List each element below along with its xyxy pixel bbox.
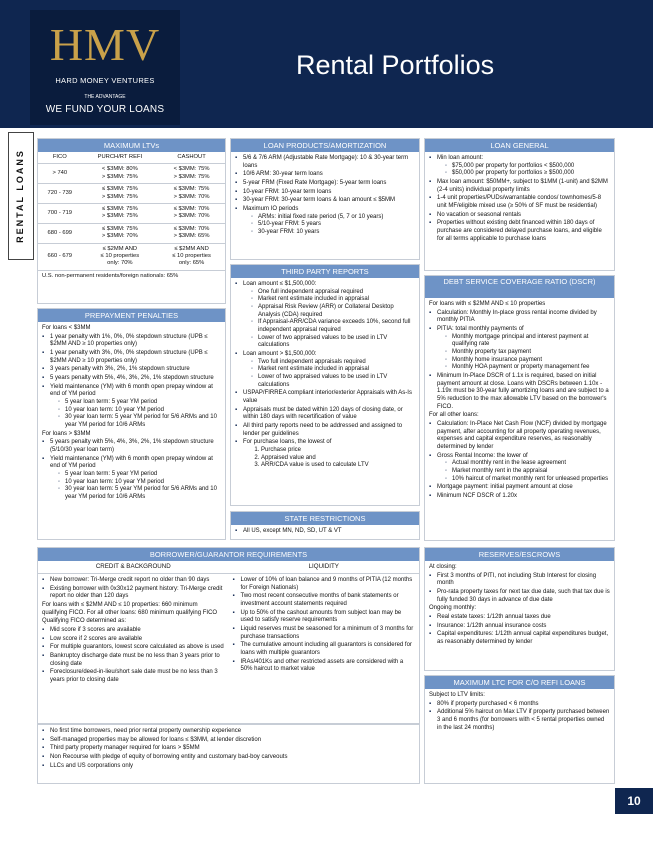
- third-party-section: [230, 264, 420, 506]
- list-item: ▪ Lower of 10% of loan balance and 9 months of PITIA (12 months for Foreign Nationals): [233, 577, 416, 592]
- numbered-item: 1. Purchase price: [261, 447, 415, 455]
- reserves-section: [424, 547, 615, 671]
- list-item: ▪ 1-4 unit properties/PUDs/warrantable condos/ townhomes/5-8 unit MF/eligible mixed use (≥ 50% of SF must be residential): [429, 195, 610, 210]
- sub-item: ◦ Monthly HOA payment or property management fee: [445, 364, 610, 372]
- borrower-general-list: [37, 724, 420, 784]
- numbered-item: 2. Appraised value and: [261, 455, 415, 463]
- logo-tagline: THE ADVANTAGE: [84, 94, 126, 100]
- section-heading: THIRD PARTY REPORTS: [231, 265, 419, 278]
- list-item: ▪ No vacation or seasonal rentals: [429, 212, 610, 220]
- list-item: ▪ Minimum NCF DSCR of 1.20x: [429, 493, 610, 501]
- list-item: ▪ Mortgage payment: initial payment amount at close: [429, 484, 610, 492]
- list-item: ▪ 5-year FRM (Fixed Rate Mortgage): 5-year term loans: [235, 180, 415, 188]
- cashout-cell: ≤ $3MM: 70% > $3MM: 65%: [158, 223, 225, 243]
- list-item: ▪ Two most recent consecutive months of bank statements or investment account statements required: [233, 593, 416, 608]
- borrower-subheads: [38, 561, 419, 574]
- list-item: ▪ LLCs and US corporations only: [42, 763, 415, 771]
- sub-item: ◦ 30 year loan term: 5 year YM period for 5/6 ARMs and 10 year YM period for 10/6 ARMs: [58, 414, 221, 429]
- section-heading: MAXIMUM LTVs: [38, 139, 225, 152]
- sub-item: ◦ 5 year loan term: 5 year YM period: [58, 399, 221, 407]
- page-title: Rental Portfolios: [296, 50, 495, 80]
- section-heading: RESERVES/ESCROWS: [425, 548, 614, 561]
- list-item: ▪ First 3 months of PITI, not including Stub Interest for closing month: [429, 573, 610, 588]
- logo-company-name: HARD MONEY VENTURES: [55, 76, 155, 85]
- page-header: [0, 0, 653, 128]
- fico-determination: Qualifying FICO determined as:: [42, 618, 127, 625]
- dscr-intro: For loans with ≤ $2MM AND ≤ 10 properties: [429, 301, 546, 307]
- list-item: ▪ 10-year FRM: 10-year term loans: [235, 189, 415, 197]
- list-item: ▪ Properties without existing debt financed within 180 days of purchase are considered delayed purchase loans, and eligible for all terms applicable to purchase loans: [429, 220, 610, 243]
- credit-column: [38, 574, 229, 689]
- company-logo: [30, 10, 180, 125]
- list-item: ▪ Appraisals must be dated within 120 days of closing date, or within 180 days with recertification of value: [235, 407, 415, 422]
- list-item: ▪ Bankruptcy discharge date must be no less than 3 years prior to closing date: [42, 653, 225, 668]
- list-item: ▪ 3 years penalty with 3%, 2%, 1% stepdown structure: [42, 366, 221, 374]
- sub-item: ◦ 5/10-year FRM: 5 years: [251, 221, 415, 229]
- list-item: ▪ Yield maintenance (YM) with 6 month open prepay window at end of YM period ◦ 5 year loan term: 5 year YM period ◦ 10 year loan term: 10 year YM period ◦ 30 year loan term: 5 year YM period for 5/6 ARMs and 10 year YM period for 10/6 ARMs: [42, 384, 221, 430]
- column-header: CREDIT & BACKGROUND: [95, 563, 171, 570]
- section-heading: STATE RESTRICTIONS: [231, 512, 419, 525]
- list-item: ▪ For purchase loans, the lowest of 1. Purchase price 2. Appraised value and 3. ARR/CDA value is used to calculate LTV: [235, 439, 415, 470]
- list-item: ▪ Self-managed properties may be allowed for loans ≤ $3MM, at lender discretion: [42, 737, 415, 745]
- list-item: ▪ USPAP/FIRREA compliant interior/exterior Appraisals with As-Is value: [235, 390, 415, 405]
- logo-wordmark: HMV: [49, 19, 161, 70]
- fico-cell: 720 - 739: [38, 184, 82, 204]
- sub-item: ◦ ARMs: initial fixed rate period (5, 7 or 10 years): [251, 214, 415, 222]
- fico-requirement: For loans with ≤ $2MM AND ≤ 10 properties: 660 minimum qualifying FICO. For all other loans: 680 minimum qualifying FICO: [42, 601, 218, 616]
- fico-cell: 660 - 679: [38, 243, 82, 270]
- list-item: ▪ All third party reports need to be addressed and assigned to lender per guidelines: [235, 423, 415, 438]
- sub-item: ◦ 5 year loan term: 5 year YM period: [58, 471, 221, 479]
- list-item: ▪ Mid score if 3 scores are available: [42, 627, 225, 635]
- sub-item: ◦ If Appraisal-ARR/CDA variance exceeds 10%, second full independent appraisal required: [251, 319, 415, 334]
- list-item: ▪ Capital expenditures: 1/12th annual capital expenditures budget, as reasonably determined by lender: [429, 631, 610, 646]
- ltc-intro: Subject to LTV limits:: [429, 692, 485, 698]
- sub-item: ◦ Appraisal Risk Review (ARR) or Collateral Desktop Analysis (CDA) required: [251, 304, 415, 319]
- list-item: ▪ 5 years penalty with 5%, 4%, 3%, 2%, 1% stepdown structure (5/10/30 year loan term): [42, 439, 221, 454]
- list-item: ▪ Existing borrower with 0x30x12 payment history: Tri-Merge credit report no older than 120 days: [42, 586, 225, 601]
- table-row: [38, 243, 225, 270]
- section-heading: MAXIMUM LTC FOR C/O REFI LOANS: [425, 676, 614, 689]
- page-number: 10: [615, 788, 653, 814]
- list-item: ▪ For multiple guarantors, lowest score calculated as above is used: [42, 644, 225, 652]
- sub-item: ◦ 30-year FRM: 10 years: [251, 229, 415, 237]
- list-item: ▪ Min loan amount: ◦ $75,000 per property for portfolios < $500,000 ◦ $50,000 per property for portfolios ≥ $500,000: [429, 155, 610, 178]
- cashout-cell: ≤ $2MM AND ≤ 10 properties only: 65%: [158, 243, 225, 270]
- purch-cell: ≤ $3MM: 75% > $3MM: 75%: [82, 204, 159, 224]
- fico-cell: > 740: [38, 164, 82, 184]
- sub-item: ◦ Lower of two appraised values to be used in LTV calculations: [251, 335, 415, 350]
- list-item: ▪ Loan amount ≤ $1,500,000: ◦ One full independent appraisal required ◦ Market rent estimate included in appraisal ◦ Appraisal Risk Review (ARR) or Collateral Desktop Analysis (CDA) required ◦ If Appraisal-ARR/CDA variance exceeds 10%, second full independent appraisal required ◦ Lower of two appraised values to be used in LTV calculations: [235, 281, 415, 350]
- loan-products-section: [230, 138, 420, 260]
- sub-item: ◦ Market rent estimate included in appraisal: [251, 366, 415, 374]
- sub-item: ◦ Market monthly rent in the appraisal: [445, 468, 610, 476]
- list-item: ▪ The cumulative amount including all guarantors is considered for loans with multiple guarantors: [233, 642, 416, 657]
- list-item: ▪ Low score if 2 scores are available: [42, 636, 225, 644]
- column-header: FICO: [38, 152, 82, 164]
- sub-item: ◦ Two full independent appraisals required: [251, 359, 415, 367]
- state-restrictions-section: [230, 511, 420, 540]
- section-heading: LOAN GENERAL: [425, 139, 614, 152]
- list-item: ▪ 80% if property purchased < 6 months: [429, 701, 610, 709]
- list-item: ▪ 1 year penalty with 1%, 0%, 0% stepdown structure (UPB ≤ $2MM AND ≥ 10 properties only): [42, 334, 221, 349]
- prepay-intro: For loans > $3MM: [42, 430, 91, 437]
- list-item: ▪ Additional 5% haircut on Max LTV if property purchased between 3 and 6 months (for borrowers with < 5 rental properties owned in the last 24 months): [429, 709, 610, 732]
- logo-slogan: WE FUND YOUR LOANS: [45, 104, 165, 115]
- dscr-section: [424, 275, 615, 541]
- side-tab: [8, 132, 34, 260]
- list-item: ▪ Calculation: In-Place Net Cash Flow (NCF) divided by mortgage payment, after accounting for all property operating revenues, expenses and capital expenditure reserves, as reasonably determined by lender: [429, 421, 610, 452]
- list-item: ▪ 10/6 ARM: 30-year term loans: [235, 171, 415, 179]
- cashout-cell: ≤ $3MM: 70% > $3MM: 70%: [158, 204, 225, 224]
- list-item: ▪ Loan amount > $1,500,000: ◦ Two full independent appraisals required ◦ Market rent estimate included in appraisal ◦ Lower of two appraised values to be used in LTV calculations: [235, 351, 415, 389]
- ltv-table: [38, 152, 225, 271]
- purch-cell: ≤ $3MM: 75% > $3MM: 70%: [82, 223, 159, 243]
- section-heading: DEBT SERVICE COVERAGE RATIO (DSCR): [425, 276, 614, 298]
- liquidity-column: [229, 574, 420, 689]
- table-row: [38, 223, 225, 243]
- list-item: ▪ 5 years penalty with 5%, 4%, 3%, 2%, 1% stepdown structure: [42, 375, 221, 383]
- max-ltvs-section: [37, 138, 226, 304]
- list-item: ▪ Non Recourse with pledge of equity of borrowing entity and customary bad-boy carveouts: [42, 754, 415, 762]
- list-item: ▪ PITIA: total monthly payments of ◦ Monthly mortgage principal and interest payment at qualifying rate ◦ Monthly property tax payment ◦ Monthly home insurance payment ◦ Monthly HOA payment or property management fee: [429, 326, 610, 372]
- sub-item: ◦ 10 year loan term: 10 year YM period: [58, 479, 221, 487]
- list-item: ▪ Insurance: 1/12th annual insurance costs: [429, 623, 610, 631]
- section-heading: BORROWER/GUARANTOR REQUIREMENTS: [38, 548, 419, 561]
- sub-item: ◦ 30 year loan term: 5 year YM period for 5/6 ARMs and 10 year YM period for 10/6 ARMs: [58, 486, 221, 501]
- column-header: CASHOUT: [158, 152, 225, 164]
- sub-item: ◦ One full independent appraisal required: [251, 289, 415, 297]
- sub-item: ◦ Monthly mortgage principal and interest payment at qualifying rate: [445, 334, 610, 349]
- sub-item: ◦ $50,000 per property for portfolios ≥ $500,000: [445, 170, 610, 178]
- list-item: ▪ All US, except MN, ND, SD, UT & VT: [235, 528, 415, 536]
- borrower-section: [37, 547, 420, 724]
- table-row: [38, 184, 225, 204]
- purch-cell: ≤ $3MM: 75% > $3MM: 75%: [82, 184, 159, 204]
- list-item: ▪ Liquid reserves must be seasoned for a minimum of 3 months for purchase transactions: [233, 626, 416, 641]
- max-ltc-section: [424, 675, 615, 784]
- sub-item: ◦ Monthly home insurance payment: [445, 357, 610, 365]
- list-item: ▪ Minimum In-Place DSCR of 1.1x is required, based on initial payment amount at close. Loans with DSCRs between 1.10x - 1.19x must be 30-year fully amortizing loans and are subject to a 5% reduction to the max allowable LTV based on the borrower's FICO.: [429, 373, 610, 411]
- reserves-at-closing: At closing:: [429, 564, 457, 570]
- reserves-ongoing: Ongoing monthly:: [429, 605, 477, 612]
- table-row: [38, 204, 225, 224]
- list-item: ▪ Third party property manager required for loans > $5MM: [42, 745, 415, 753]
- ltv-note: U.S. non-permanent residents/foreign nationals: 65%: [42, 272, 179, 279]
- section-heading: PREPAYMENT PENALTIES: [38, 309, 225, 322]
- list-item: ▪ Calculation: Monthly In-place gross rental income divided by monthly PITIA: [429, 310, 610, 325]
- column-header: LIQUIDITY: [308, 563, 339, 570]
- list-item: ▪ Real estate taxes: 1/12th annual taxes due: [429, 614, 610, 622]
- fico-cell: 700 - 719: [38, 204, 82, 224]
- list-item: ▪ IRAs/401Ks and other restricted assets are considered with a 50% haircut to market value: [233, 659, 416, 674]
- purch-cell: ≤ $2MM AND ≤ 10 properties only: 70%: [82, 243, 159, 270]
- fico-cell: 680 - 699: [38, 223, 82, 243]
- sub-item: ◦ 10% haircut of market monthly rent for unleased properties: [445, 476, 610, 484]
- sub-item: ◦ $75,000 per property for portfolios < $500,000: [445, 163, 610, 171]
- prepay-intro: For loans < $3MM: [42, 325, 91, 331]
- list-item: ▪ No first time borrowers, need prior rental property ownership experience: [42, 728, 415, 736]
- sub-item: ◦ 10 year loan term: 10 year YM period: [58, 407, 221, 415]
- list-item: ▪ Gross Rental Income: the lower of ◦ Actual monthly rent in the lease agreement ◦ Market monthly rent in the appraisal ◦ 10% haircut of market monthly rent for unleased properties: [429, 453, 610, 484]
- list-item: ▪ 30-year FRM: 30-year term loans & loan amount ≤ $5MM: [235, 197, 415, 205]
- sub-item: ◦ Market rent estimate included in appraisal: [251, 296, 415, 304]
- sub-item: ◦ Lower of two appraised values to be used in LTV calculations: [251, 374, 415, 389]
- list-item: ▪ 5/6 & 7/6 ARM (Adjustable Rate Mortgage): 10 & 30-year term loans: [235, 155, 415, 170]
- side-tab-label: RENTAL LOANS: [15, 149, 26, 243]
- list-item: ▪ Up to 50% of the cashout amounts from subject loan may be used to satisfy reserve requirements: [233, 610, 416, 625]
- numbered-item: 3. ARR/CDA value is used to calculate LTV: [261, 462, 415, 470]
- sub-item: ◦ Monthly property tax payment: [445, 349, 610, 357]
- prepayment-section: [37, 308, 226, 540]
- list-item: ▪ Max loan amount: $50MM+, subject to $1MM (1-unit) and $2MM (2-4 units) individual property limits: [429, 179, 610, 194]
- list-item: ▪ Foreclosure/deed-in-lieu/short sale date must be no less than 3 years prior to closing date: [42, 669, 225, 684]
- dscr-intro: For all other loans:: [429, 412, 479, 419]
- column-header: PURCH/RT REFI: [82, 152, 159, 164]
- cashout-cell: < $3MM: 75% > $3MM: 75%: [158, 164, 225, 184]
- table-row: [38, 164, 225, 184]
- cashout-cell: ≤ $3MM: 75% > $3MM: 70%: [158, 184, 225, 204]
- list-item: ▪ Yield maintenance (YM) with 6 month open prepay window at end of YM period ◦ 5 year loan term: 5 year YM period ◦ 10 year loan term: 10 year YM period ◦ 30 year loan term: 5 year YM period for 5/6 ARMs and 10 year YM period for 10/6 ARMs: [42, 456, 221, 502]
- section-heading: LOAN PRODUCTS/AMORTIZATION: [231, 139, 419, 152]
- list-item: ▪ 1 year penalty with 3%, 0%, 0% stepdown structure (UPB ≤ $2MM AND ≥ 10 properties only): [42, 350, 221, 365]
- list-item: ▪ Maximum IO periods ◦ ARMs: initial fixed rate period (5, 7 or 10 years) ◦ 5/10-year FRM: 5 years ◦ 30-year FRM: 10 years: [235, 206, 415, 237]
- loan-general-section: [424, 138, 615, 271]
- purch-cell: < $3MM: 80% > $3MM: 75%: [82, 164, 159, 184]
- table-header-row: [38, 152, 225, 164]
- list-item: ▪ New borrower: Tri-Merge credit report no older than 90 days: [42, 577, 225, 585]
- list-item: ▪ Pro-rata property taxes for next tax due date, such that tax due is fully funded 30 days in advance of due date: [429, 589, 610, 604]
- sub-item: ◦ Actual monthly rent in the lease agreement: [445, 460, 610, 468]
